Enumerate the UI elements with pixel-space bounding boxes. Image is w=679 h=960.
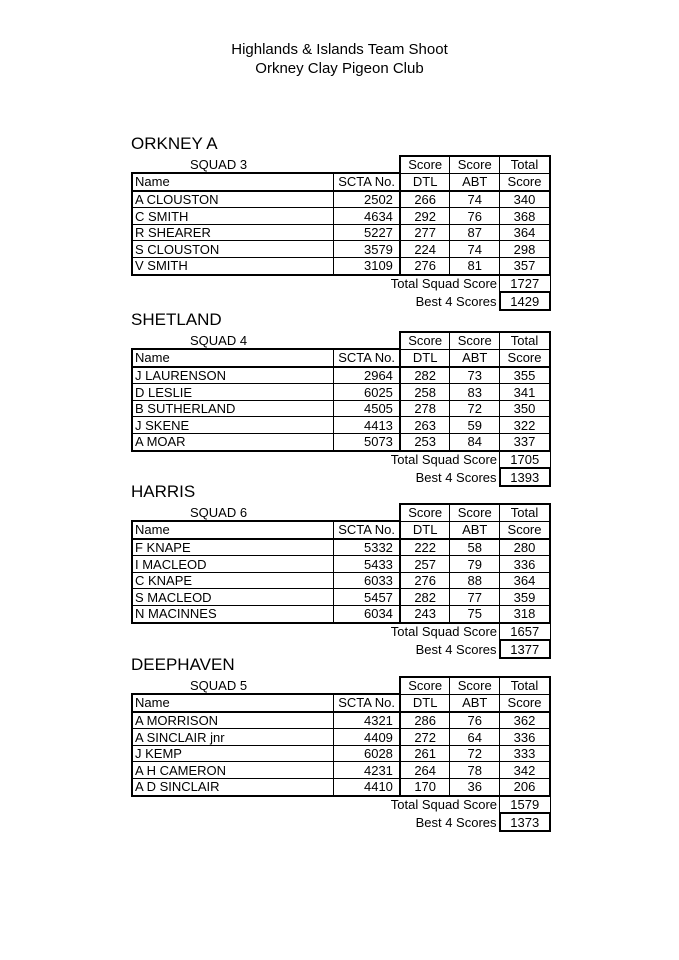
abt-score: 64 <box>450 729 500 746</box>
scta-number: 5073 <box>334 434 400 451</box>
dtl-score: 282 <box>400 367 450 384</box>
best4-score: 1373 <box>500 813 550 831</box>
shooter-name: S MACLEOD <box>132 589 334 606</box>
dtl-score: 170 <box>400 779 450 796</box>
team-name: DEEPHAVEN <box>131 655 235 674</box>
squad-label: SQUAD 5 <box>190 677 248 693</box>
team-score-table <box>131 676 551 832</box>
table-row <box>132 208 550 225</box>
abt-score: 87 <box>450 224 500 241</box>
scta-number: 4409 <box>334 729 400 746</box>
total-score: 333 <box>500 745 550 762</box>
best4-label: Best 4 Scores <box>415 641 497 657</box>
scta-header: SCTA No. <box>334 521 400 539</box>
event-title: Highlands & Islands Team Shoot <box>231 41 448 58</box>
dtl-score: 278 <box>400 400 450 417</box>
abt-score: 59 <box>450 417 500 434</box>
score-header: Score <box>400 504 450 521</box>
header-row-1 <box>132 332 550 349</box>
team-score-table <box>131 331 551 487</box>
table-row <box>132 417 550 434</box>
dtl-score: 276 <box>400 572 450 589</box>
dtl-score: 276 <box>400 258 450 275</box>
score-header: Score <box>450 156 500 173</box>
scta-header: SCTA No. <box>334 173 400 191</box>
total-header: Total <box>500 332 550 349</box>
abt-score: 72 <box>450 400 500 417</box>
team-section <box>131 654 551 832</box>
header-row-2 <box>132 349 550 367</box>
total-score: 364 <box>500 224 550 241</box>
total-score: 337 <box>500 434 550 451</box>
total-squad-label: Total Squad Score <box>390 797 498 813</box>
scta-number: 3579 <box>334 241 400 258</box>
dtl-score: 257 <box>400 556 450 573</box>
abt-score: 74 <box>450 241 500 258</box>
scta-number: 4505 <box>334 400 400 417</box>
total-squad-row <box>132 623 550 641</box>
shooter-name: J LAURENSON <box>132 367 334 384</box>
club-name: Orkney Clay Pigeon Club <box>255 60 424 77</box>
shooter-name: N MACINNES <box>132 606 334 623</box>
document-header <box>0 40 679 78</box>
shooter-name: C KNAPE <box>132 572 334 589</box>
total-score-header: Score <box>500 349 550 367</box>
scta-number: 3109 <box>334 258 400 275</box>
scta-number: 5433 <box>334 556 400 573</box>
table-row <box>132 589 550 606</box>
abt-score: 74 <box>450 191 500 208</box>
header-row-2 <box>132 521 550 539</box>
shooter-name: A D SINCLAIR <box>132 779 334 796</box>
score-header: Score <box>400 332 450 349</box>
best4-row <box>132 292 550 310</box>
team-name: ORKNEY A <box>131 134 218 153</box>
abt-score: 78 <box>450 762 500 779</box>
abt-score: 75 <box>450 606 500 623</box>
shooter-name: S CLOUSTON <box>132 241 334 258</box>
total-header: Total <box>500 156 550 173</box>
abt-header: ABT <box>450 521 500 539</box>
total-score: 342 <box>500 762 550 779</box>
header-row-1 <box>132 504 550 521</box>
dtl-score: 277 <box>400 224 450 241</box>
dtl-score: 272 <box>400 729 450 746</box>
scta-number: 6033 <box>334 572 400 589</box>
shooter-name: I MACLEOD <box>132 556 334 573</box>
header-row-1 <box>132 156 550 173</box>
team-score-table <box>131 155 551 311</box>
total-score: 355 <box>500 367 550 384</box>
dtl-header: DTL <box>400 173 450 191</box>
score-header: Score <box>450 332 500 349</box>
name-header: Name <box>132 521 334 539</box>
best4-label: Best 4 Scores <box>415 469 497 485</box>
shooter-name: A CLOUSTON <box>132 191 334 208</box>
table-row <box>132 745 550 762</box>
table-row <box>132 539 550 556</box>
total-score: 357 <box>500 258 550 275</box>
total-squad-score: 1727 <box>500 275 550 293</box>
table-row <box>132 258 550 275</box>
scta-number: 6028 <box>334 745 400 762</box>
scta-number: 4410 <box>334 779 400 796</box>
table-row <box>132 762 550 779</box>
total-score: 350 <box>500 400 550 417</box>
score-header: Score <box>400 156 450 173</box>
table-row <box>132 384 550 401</box>
table-row <box>132 241 550 258</box>
abt-score: 83 <box>450 384 500 401</box>
header-row-1 <box>132 677 550 694</box>
scta-header: SCTA No. <box>334 694 400 712</box>
team-section <box>131 481 551 659</box>
total-score: 340 <box>500 191 550 208</box>
total-header: Total <box>500 677 550 694</box>
dtl-score: 258 <box>400 384 450 401</box>
total-squad-score: 1579 <box>500 796 550 814</box>
table-row <box>132 191 550 208</box>
table-row <box>132 572 550 589</box>
name-header: Name <box>132 694 334 712</box>
abt-score: 58 <box>450 539 500 556</box>
table-row <box>132 367 550 384</box>
dtl-score: 286 <box>400 712 450 729</box>
table-row <box>132 556 550 573</box>
best4-label: Best 4 Scores <box>415 293 497 309</box>
squad-label: SQUAD 4 <box>190 332 248 348</box>
dtl-header: DTL <box>400 349 450 367</box>
table-row <box>132 606 550 623</box>
abt-score: 79 <box>450 556 500 573</box>
table-row <box>132 224 550 241</box>
shooter-name: C SMITH <box>132 208 334 225</box>
shooter-name: V SMITH <box>132 258 334 275</box>
abt-header: ABT <box>450 173 500 191</box>
shooter-name: D LESLIE <box>132 384 334 401</box>
abt-score: 72 <box>450 745 500 762</box>
scta-number: 4413 <box>334 417 400 434</box>
squad-label: SQUAD 6 <box>190 504 248 520</box>
scta-number: 5332 <box>334 539 400 556</box>
dtl-score: 253 <box>400 434 450 451</box>
shooter-name: B SUTHERLAND <box>132 400 334 417</box>
total-score: 341 <box>500 384 550 401</box>
abt-score: 73 <box>450 367 500 384</box>
scta-number: 5457 <box>334 589 400 606</box>
table-row <box>132 434 550 451</box>
team-name: SHETLAND <box>131 310 222 329</box>
abt-score: 77 <box>450 589 500 606</box>
team-section <box>131 309 551 487</box>
total-score: 368 <box>500 208 550 225</box>
dtl-header: DTL <box>400 521 450 539</box>
dtl-score: 224 <box>400 241 450 258</box>
total-score-header: Score <box>500 173 550 191</box>
shooter-name: A H CAMERON <box>132 762 334 779</box>
shooter-name: J KEMP <box>132 745 334 762</box>
header-row-2 <box>132 694 550 712</box>
scta-number: 4634 <box>334 208 400 225</box>
scta-number: 6025 <box>334 384 400 401</box>
dtl-score: 222 <box>400 539 450 556</box>
total-score: 359 <box>500 589 550 606</box>
total-score-header: Score <box>500 521 550 539</box>
total-squad-score: 1657 <box>500 623 550 641</box>
dtl-score: 263 <box>400 417 450 434</box>
dtl-score: 243 <box>400 606 450 623</box>
total-score: 336 <box>500 729 550 746</box>
dtl-score: 261 <box>400 745 450 762</box>
scta-header: SCTA No. <box>334 349 400 367</box>
team-section <box>131 133 551 311</box>
team-name: HARRIS <box>131 482 196 501</box>
team-score-table <box>131 503 551 659</box>
total-squad-score: 1705 <box>500 451 550 469</box>
table-row <box>132 712 550 729</box>
scta-number: 2502 <box>334 191 400 208</box>
best4-score: 1429 <box>500 292 550 310</box>
best4-row <box>132 813 550 831</box>
total-score: 362 <box>500 712 550 729</box>
total-score: 318 <box>500 606 550 623</box>
dtl-score: 266 <box>400 191 450 208</box>
scta-number: 4231 <box>334 762 400 779</box>
shooter-name: F KNAPE <box>132 539 334 556</box>
table-row <box>132 729 550 746</box>
shooter-name: A MORRISON <box>132 712 334 729</box>
total-score: 206 <box>500 779 550 796</box>
shooter-name: A SINCLAIR jnr <box>132 729 334 746</box>
score-header: Score <box>450 677 500 694</box>
abt-score: 81 <box>450 258 500 275</box>
best4-label: Best 4 Scores <box>415 814 497 830</box>
table-row <box>132 779 550 796</box>
abt-score: 76 <box>450 712 500 729</box>
name-header: Name <box>132 349 334 367</box>
table-row <box>132 400 550 417</box>
shooter-name: R SHEARER <box>132 224 334 241</box>
best4-score: 1393 <box>500 468 550 486</box>
dtl-score: 264 <box>400 762 450 779</box>
total-squad-row <box>132 275 550 293</box>
total-score: 298 <box>500 241 550 258</box>
total-squad-row <box>132 451 550 469</box>
total-score: 364 <box>500 572 550 589</box>
abt-score: 76 <box>450 208 500 225</box>
scta-number: 5227 <box>334 224 400 241</box>
score-header: Score <box>400 677 450 694</box>
abt-header: ABT <box>450 349 500 367</box>
scta-number: 4321 <box>334 712 400 729</box>
shooter-name: J SKENE <box>132 417 334 434</box>
abt-score: 36 <box>450 779 500 796</box>
total-score: 336 <box>500 556 550 573</box>
total-squad-label: Total Squad Score <box>390 452 498 468</box>
abt-score: 84 <box>450 434 500 451</box>
scta-number: 2964 <box>334 367 400 384</box>
scta-number: 6034 <box>334 606 400 623</box>
dtl-header: DTL <box>400 694 450 712</box>
total-squad-label: Total Squad Score <box>390 276 498 292</box>
total-score: 322 <box>500 417 550 434</box>
total-squad-label: Total Squad Score <box>390 624 498 640</box>
score-header: Score <box>450 504 500 521</box>
best4-score: 1377 <box>500 640 550 658</box>
total-score: 280 <box>500 539 550 556</box>
dtl-score: 282 <box>400 589 450 606</box>
total-squad-row <box>132 796 550 814</box>
abt-score: 88 <box>450 572 500 589</box>
dtl-score: 292 <box>400 208 450 225</box>
header-row-2 <box>132 173 550 191</box>
total-score-header: Score <box>500 694 550 712</box>
abt-header: ABT <box>450 694 500 712</box>
squad-label: SQUAD 3 <box>190 156 248 172</box>
total-header: Total <box>500 504 550 521</box>
shooter-name: A MOAR <box>132 434 334 451</box>
name-header: Name <box>132 173 334 191</box>
